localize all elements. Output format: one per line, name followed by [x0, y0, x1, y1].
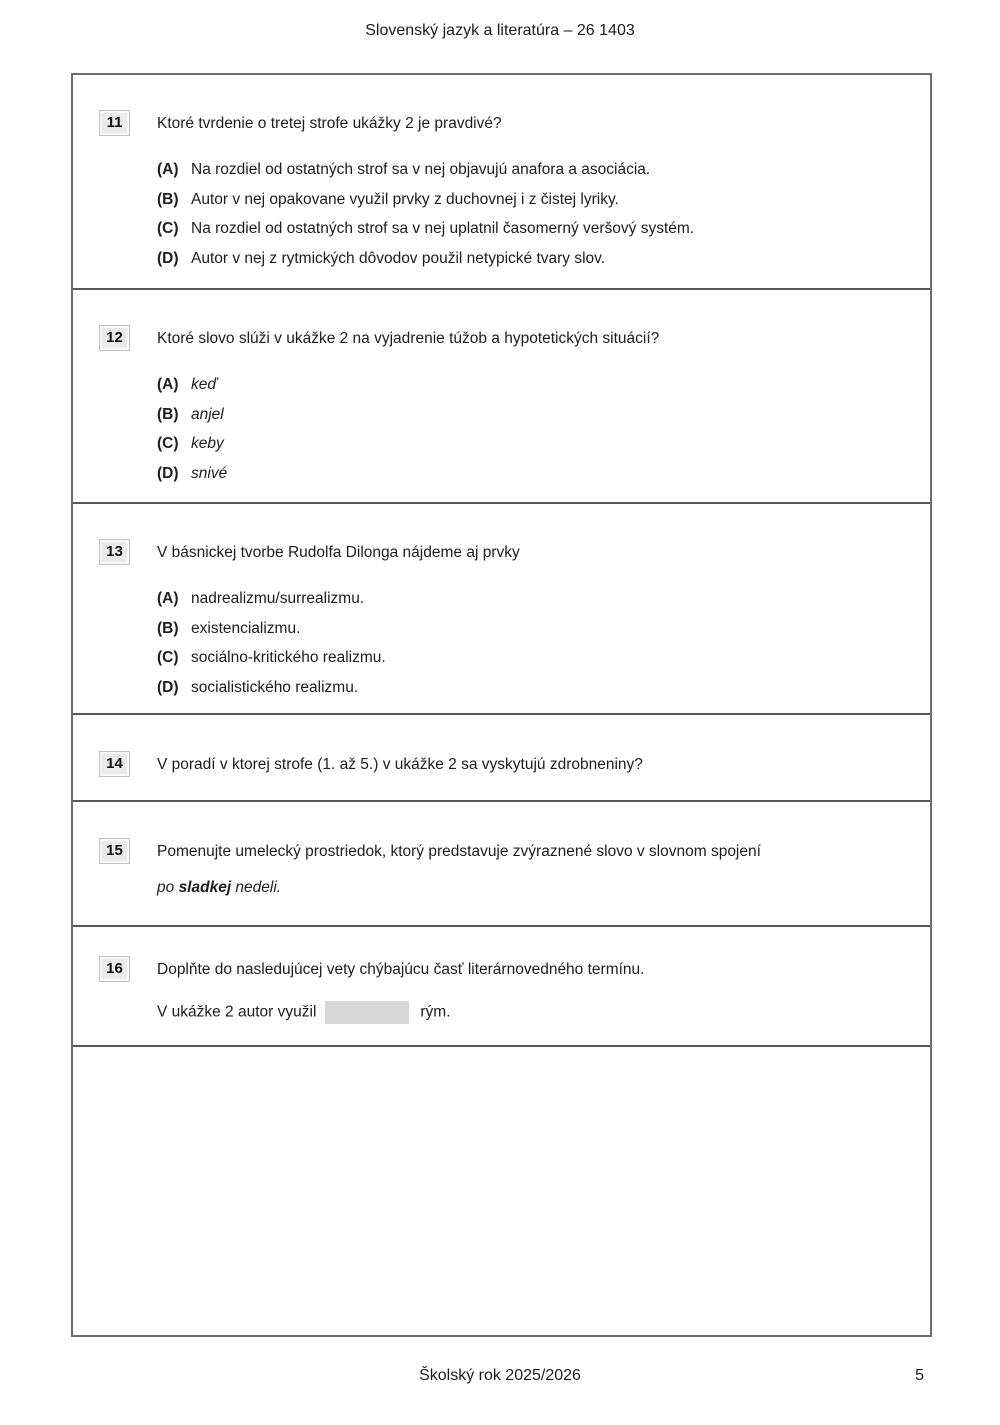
question-section-15 [73, 800, 930, 925]
options-list [157, 155, 900, 273]
option-row [157, 370, 900, 400]
option-letter: (D) [157, 249, 179, 267]
option-text: socialistického realizmu. [191, 678, 359, 696]
phrase-bold-word: sladkej [178, 879, 232, 896]
option-text: keby [191, 435, 224, 452]
option-letter: (D) [157, 464, 179, 482]
option-row [157, 185, 900, 215]
options-list [157, 584, 900, 702]
option-row [157, 584, 900, 614]
option-letter: (C) [157, 649, 179, 666]
option-text: sociálno-kritického realizmu. [191, 649, 386, 666]
page-title: Slovenský jazyk a literatúra – 26 1403 [365, 22, 635, 39]
option-text: Na rozdiel od ostatných strof sa v nej uplatnil časomerný veršový systém. [191, 220, 695, 237]
option-letter: (B) [157, 405, 179, 423]
phrase-pre: po [157, 879, 179, 896]
question-section-14 [73, 713, 930, 800]
question-text: V básnickej tvorbe Rudolfa Dilonga nájdeme aj prvky [157, 544, 520, 561]
question-number-badge: 14 [99, 751, 130, 777]
option-text: anjel [191, 405, 224, 423]
highlighted-phrase [157, 879, 900, 897]
option-text: snivé [191, 464, 228, 482]
question-section-12 [73, 288, 930, 502]
questions-frame [71, 73, 932, 1337]
option-row [157, 429, 900, 459]
question-text: V poradí v ktorej strofe (1. až 5.) v ukážke 2 sa vyskytujú zdrobneniny? [157, 756, 643, 773]
option-text: keď [191, 376, 218, 393]
option-text: existencializmu. [191, 619, 301, 637]
option-row [157, 400, 900, 430]
option-letter: (A) [157, 161, 179, 178]
option-letter: (A) [157, 590, 179, 607]
option-row [157, 214, 900, 244]
empty-section [73, 1045, 930, 1335]
option-text: Autor v nej z rytmických dôvodov použil netypické tvary slov. [191, 249, 606, 267]
option-row [157, 614, 900, 644]
option-letter: (A) [157, 376, 179, 393]
fill-post: rým. [420, 1003, 451, 1021]
option-text: Autor v nej opakovane využil prvky z duchovnej i z čistej lyriky. [191, 190, 619, 208]
option-letter: (B) [157, 190, 179, 208]
question-row [99, 539, 900, 565]
option-text: Na rozdiel od ostatných strof sa v nej objavujú anafora a asociácia. [191, 161, 651, 178]
question-row [99, 110, 900, 136]
question-section-11 [73, 75, 930, 288]
question-row [99, 956, 900, 982]
option-letter: (C) [157, 220, 179, 237]
question-text: Doplňte do nasledujúcej vety chýbajúcu časť literárnovedného termínu. [157, 961, 645, 978]
question-text: Ktoré tvrdenie o tretej strofe ukážky 2 je pravdivé? [157, 115, 502, 132]
page-number: 5 [915, 1367, 924, 1384]
option-row [157, 643, 900, 673]
fill-pre: V ukážke 2 autor využil [157, 1003, 317, 1021]
question-number-badge: 16 [99, 956, 130, 982]
option-row [157, 673, 900, 703]
footer-school-year: Školský rok 2025/2026 [419, 1367, 581, 1384]
question-row [99, 751, 900, 777]
question-text: Pomenujte umelecký prostriedok, ktorý predstavuje zvýraznené slovo v slovnom spojení [157, 843, 761, 860]
options-list [157, 370, 900, 488]
option-letter: (C) [157, 435, 179, 452]
option-row [157, 155, 900, 185]
option-row [157, 244, 900, 274]
question-number-badge: 12 [99, 325, 130, 351]
question-text: Ktoré slovo slúži v ukážke 2 na vyjadrenie túžob a hypotetických situácií? [157, 330, 660, 347]
question-number-badge: 13 [99, 539, 130, 565]
question-number-badge: 15 [99, 838, 130, 864]
option-letter: (D) [157, 678, 179, 696]
option-letter: (B) [157, 619, 179, 637]
question-number-badge: 11 [99, 110, 130, 136]
option-text: nadrealizmu/surrealizmu. [191, 590, 365, 607]
question-row [99, 838, 900, 864]
question-section-16 [73, 925, 930, 1045]
question-row [99, 325, 900, 351]
phrase-post: nedeli. [231, 879, 282, 896]
fill-in-sentence [157, 1001, 900, 1024]
question-section-13 [73, 502, 930, 713]
option-row [157, 459, 900, 489]
answer-blank [325, 1001, 409, 1024]
